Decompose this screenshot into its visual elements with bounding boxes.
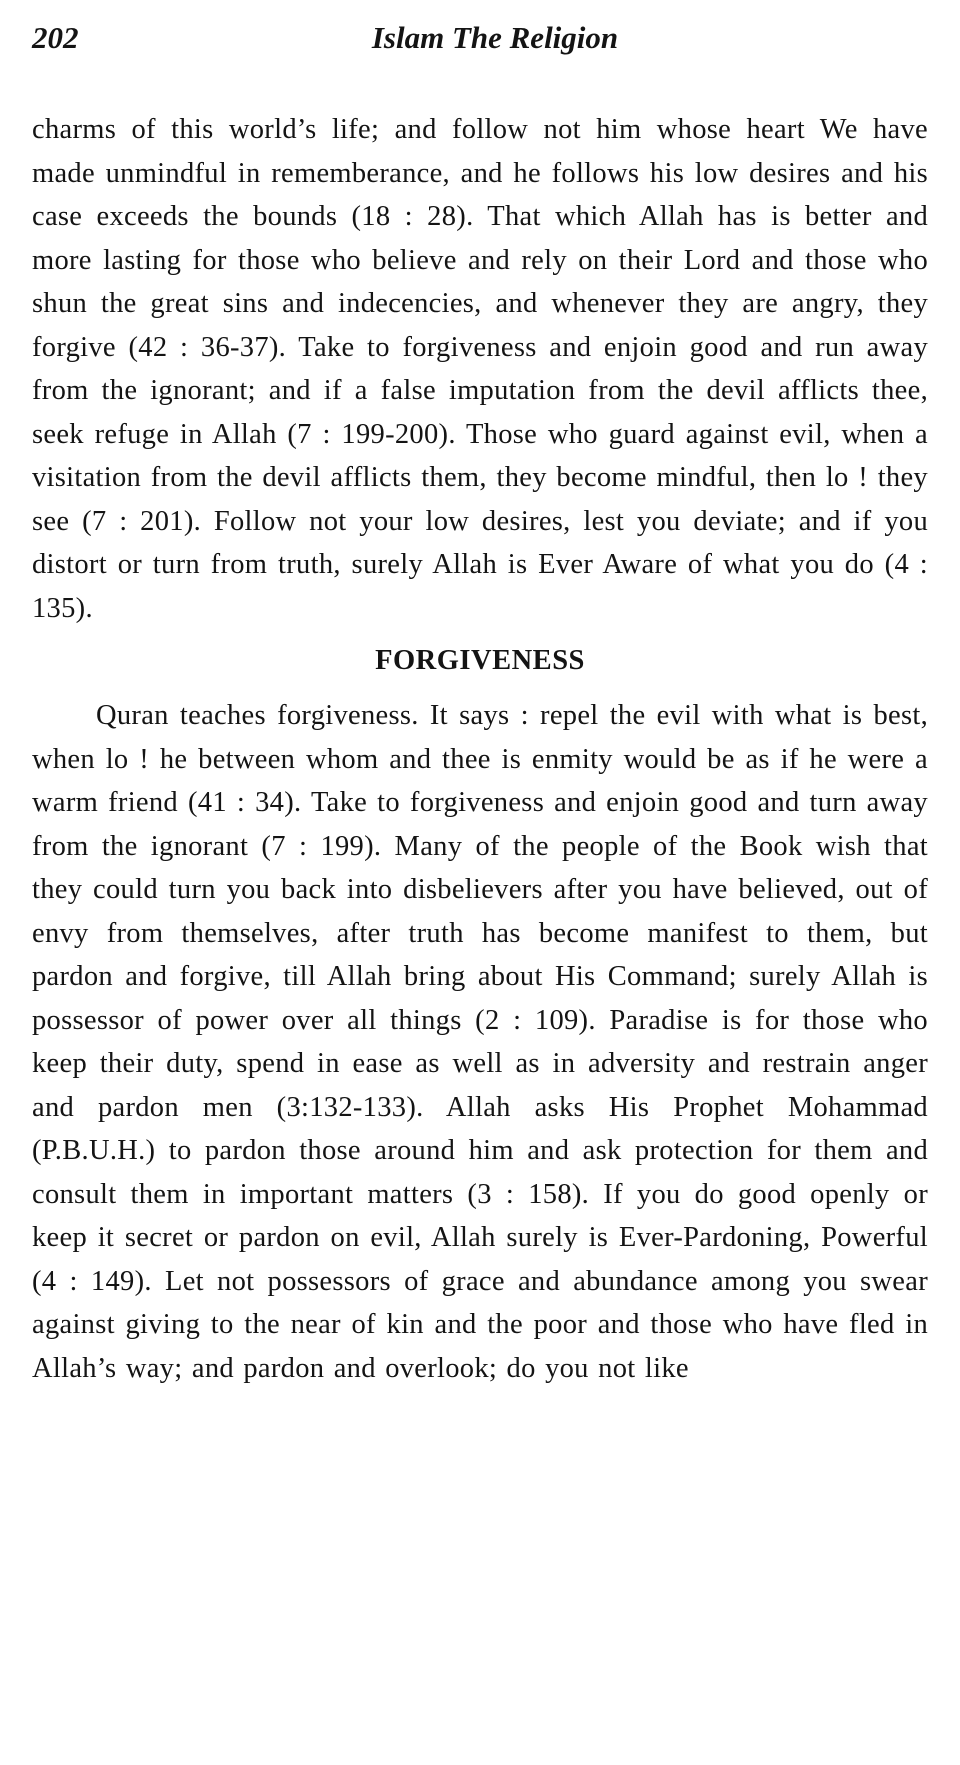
running-header — [32, 20, 928, 68]
body-paragraph-2: Quran teaches forgiveness. It says : repel the evil with what is best, when lo ! he between whom and thee is enmity would be as if he were a warm friend (41 : 34). Take to forgiveness and enjoin good and turn away from the ignorant (7 : 199). Many of the people of the Book wish that they could turn you back into disbelievers after you have believed, out of envy from themselves, after truth has become manifest to them, but pardon and forgive, till Allah bring about His Command; surely Allah is possessor of power over all things (2 : 109). Paradise is for those who keep their duty, spend in ease as well as in adversity and restrain anger and pardon men (3:132-133). Allah asks His Prophet Mohammad (P.B.U.H.) to pardon those around him and ask protection for them and consult them in important matters (3 : 158). If you do good openly or keep it secret or pardon on evil, Allah surely is Ever-Pardoning, Powerful (4 : 149). Let not possessors of grace and abundance among you swear against giving to the near of kin and the poor and those who have fled in Allah’s way; and pardon and overlook; do you not like — [32, 700, 928, 1384]
running-title: Islam The Religion — [371, 20, 619, 55]
page-number: 202 — [32, 20, 79, 55]
body-paragraph-1: charms of this world’s life; and follow not him whose heart We have made unmindful in rememberance, and he follows his low desires and his case exceeds the bounds (18 : 28). That which Allah has is better and more lasting for those who believe and rely on their Lord and those who shun the great sins and indecencies, and whenever they are angry, they forgive (42 : 36-37). Take to forgiveness and enjoin good and run away from the ignorant; and if a false imputation from the devil afflicts thee, seek refuge in Allah (7 : 199-200). Those who guard against evil, when a visitation from the devil afflicts them, they become mindful, then lo ! they see (7 : 201). Follow not your low desires, lest you deviate; and if you distort or turn from truth, surely Allah is Ever Aware of what you do (4 : 135). — [32, 114, 928, 624]
section-heading-forgiveness: FORGIVENESS — [375, 645, 585, 676]
